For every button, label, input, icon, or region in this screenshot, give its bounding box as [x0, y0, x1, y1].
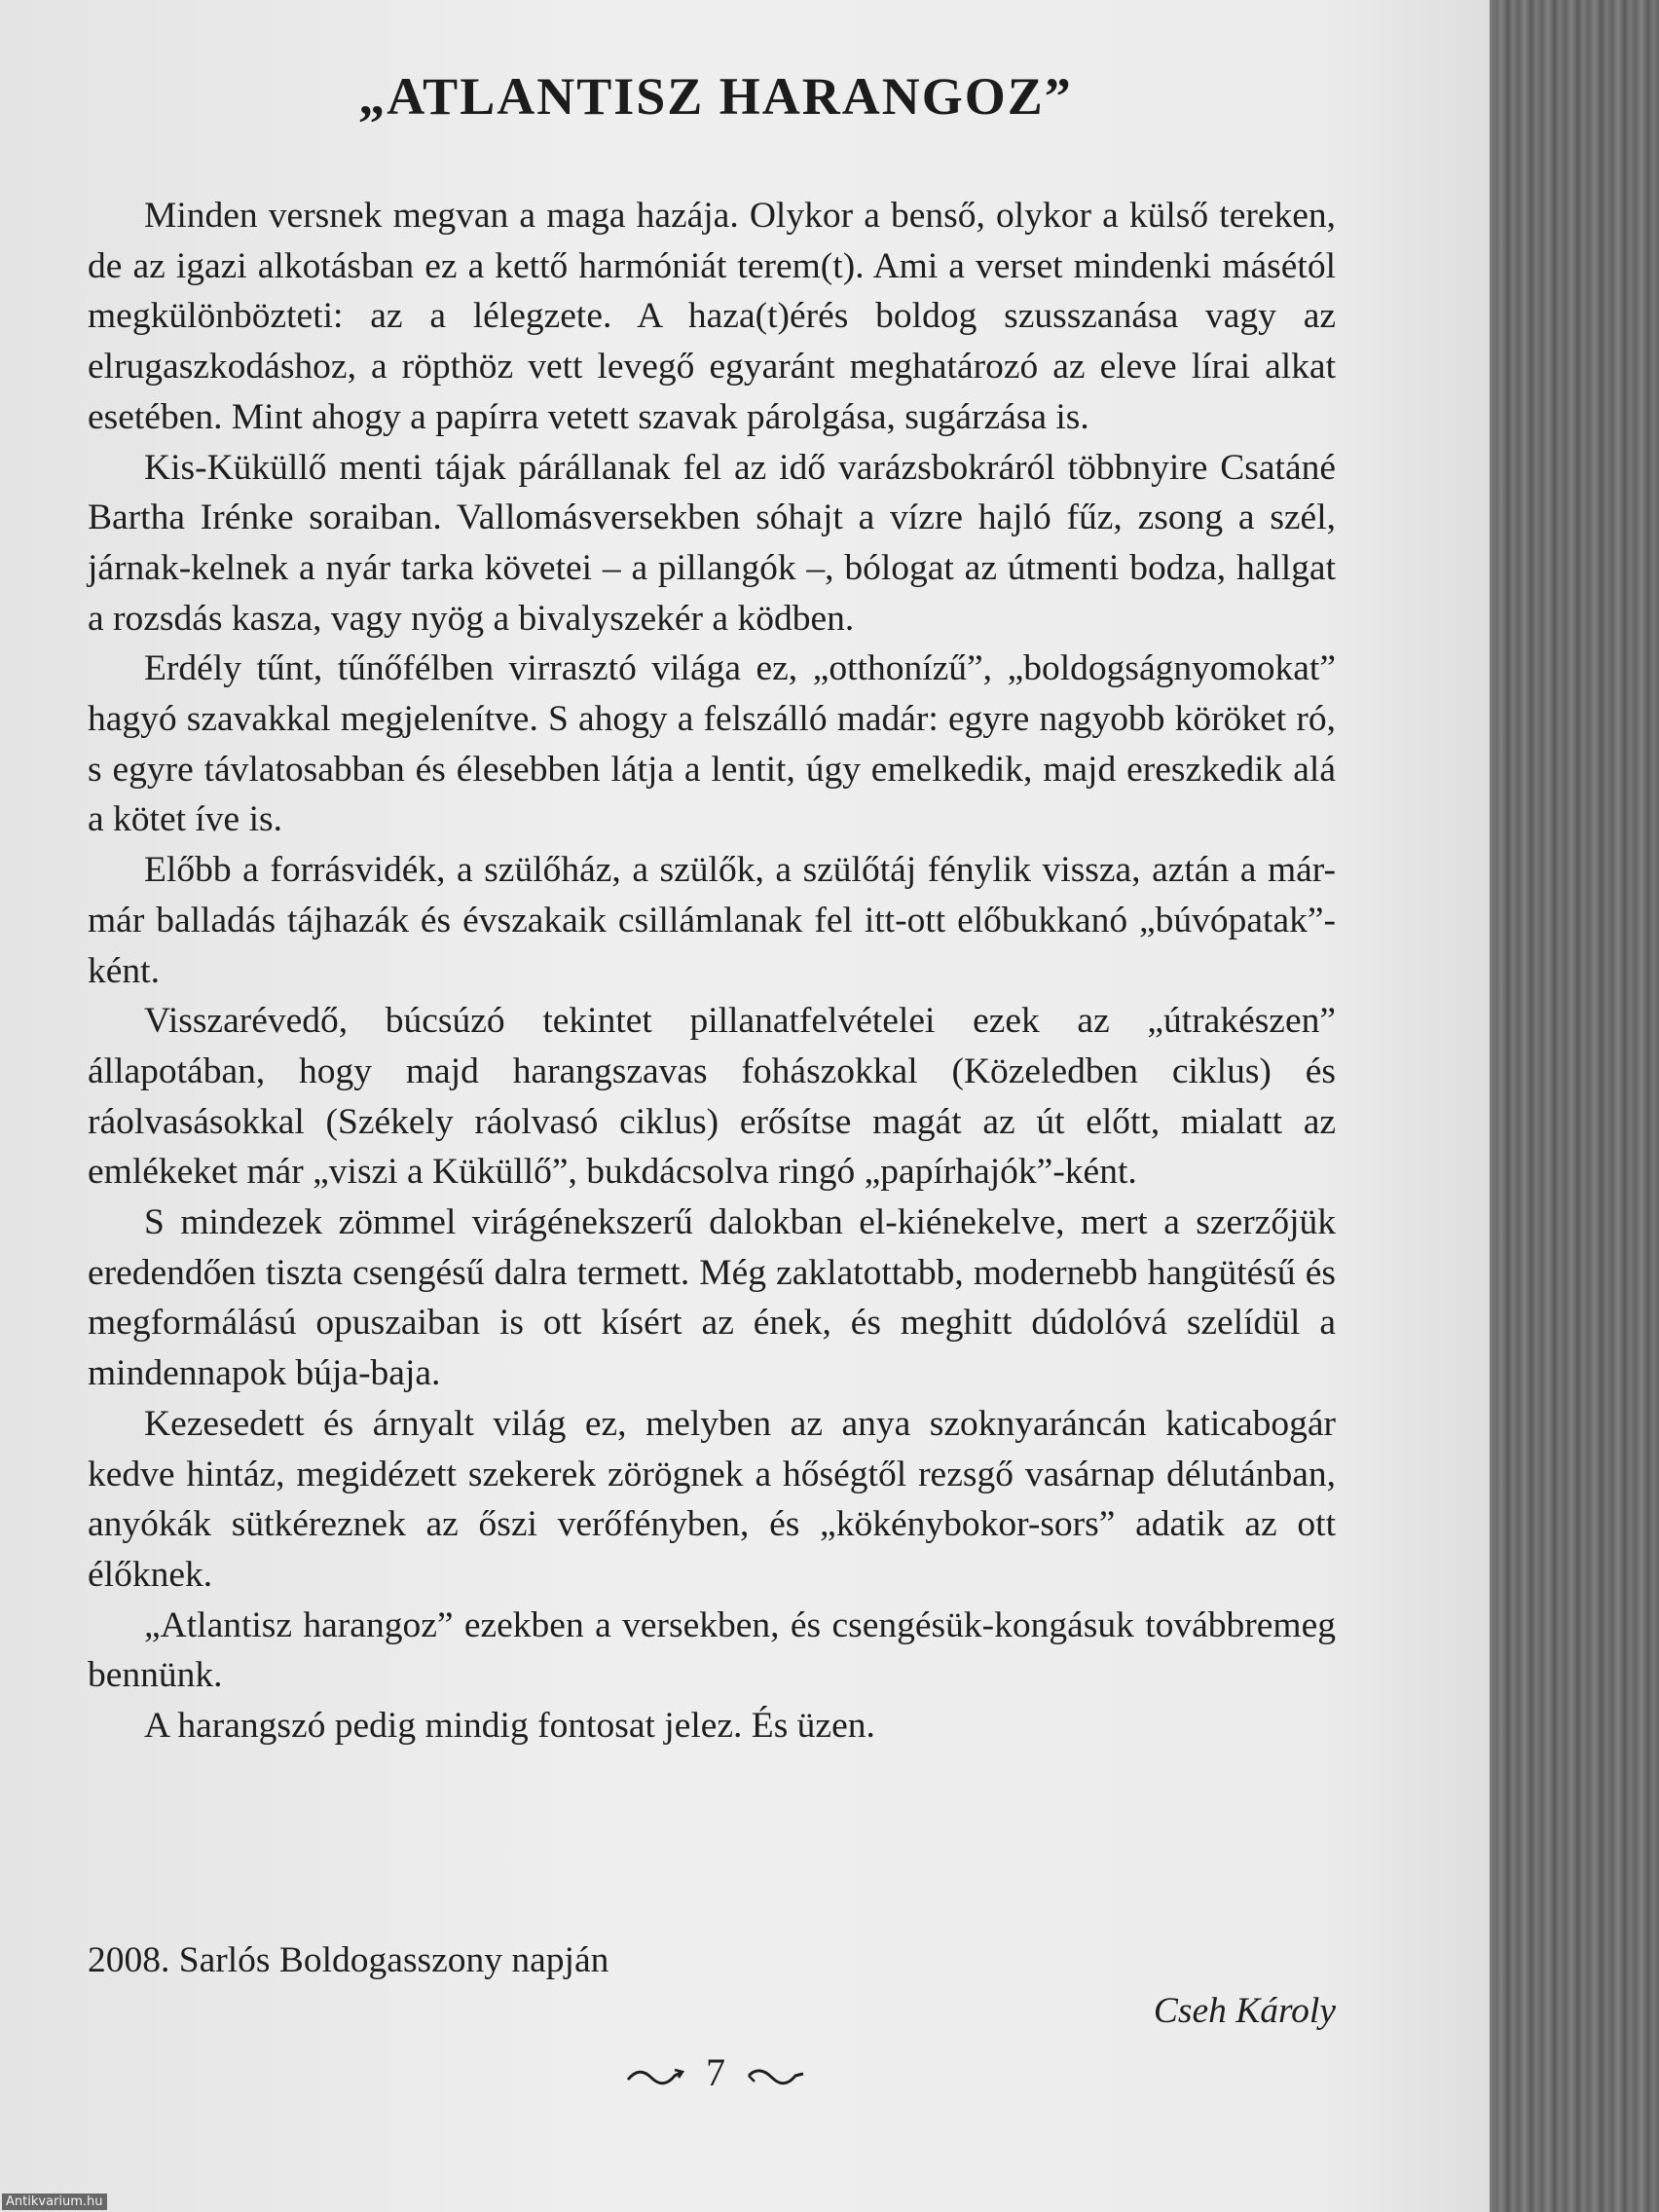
tilde-ornament-icon — [745, 2066, 805, 2087]
paragraph-8: „Atlantisz harangoz” ezekben a versekben, és csengésük-kongásuk továbbremeg bennünk. — [88, 1604, 1336, 1696]
body-text — [88, 191, 1336, 1751]
paragraph-6: S mindezek zömmel virágénekszerű dalokban el-kiénekelve, mert a szerzőjük eredendően tiszta csengésű dalra termett. Még zaklatottabb, modernebb hangütésű és megformálású opuszaiban is ott kísért az ének, és meghitt dúdolóvá szelídül a mindennapok búja-baja. — [88, 1202, 1336, 1394]
paragraph-7: Kezesedett és árnyalt világ ez, melyben az anya szoknyaráncán katicabogár kedve hintáz, megidézett szekerek zörögnek a hőségtől rezsgő vasárnap délutánban, anyókák sütkéreznek az őszi verőfényben, és „kökénybokor-sors” adatik az ott élőknek. — [88, 1403, 1336, 1595]
paragraph-5: Visszarévedő, búcsúzó tekintet pillanatfelvételei ezek az „útrakészen” állapotában, hogy majd harangszavas fohászokkal (Közeledben ciklus) és ráolvasásokkal (Székely ráolvasó ciklus) erősítse magát az út előtt, mialatt az emlékeket már „viszi a Küküllő”, bukdácsolva ringó „papírhajók”-ként. — [88, 1001, 1336, 1193]
paragraph-1: Minden versnek megvan a maga hazája. Olykor a benső, olykor a külső tereken, de az igazi alkotásban ez a kettő harmóniát terem(t). Ami a verset mindenki másétól megkülönbözteti: az a lélegzete. A haza(t)érés boldog szusszanása vagy az elrugaszkodáshoz, a röpthöz vett levegő egyaránt meghatározó az eleve lírai alkat esetében. Mint ahogy a papírra vetett szavak párolgása, sugárzása is. — [88, 196, 1336, 437]
paragraph-9: A harangszó pedig mindig fontosat jelez. És üzen. — [144, 1706, 875, 1747]
page-title: „ATLANTISZ HARANGOZ” — [358, 67, 1073, 126]
paragraph-4: Előbb a forrásvidék, a szülőház, a szülők, a szülőtáj fénylik vissza, aztán a már-már balladás tájhazák és évszakaik csillámlanak fel itt-ott előbukkanó „búvópatak”-ként. — [88, 850, 1336, 991]
paragraph-3: Erdély tűnt, tűnőfélben virrasztó világa ez, „otthonízű”, „boldogságnyomokat” hagyó szavakkal megjelenítve. S ahogy a felszálló madár: egyre nagyobb köröket ró, s egyre távlatosabban és élesebben látja a lentit, úgy emelkedik, majd ereszkedik alá a kötet íve is. — [88, 648, 1336, 840]
page-number-folio — [0, 2049, 1431, 2095]
date-line: 2008. Sarlós Boldogasszony napján — [88, 1940, 609, 1980]
paragraph-2: Kis-Küküllő menti tájak párállanak fel az idő varázsbokráról többnyire Csatáné Bartha Irénke soraiban. Vallomásversekben sóhajt a vízre hajló fűz, zsong a szél, járnak-kelnek a nyár tarka követei – a pillangók –, bólogat az útmenti bodza, hallgat a rozsdás kasza, vagy nyög a bivalyszekér a ködben. — [88, 447, 1336, 639]
tilde-ornament-icon — [626, 2066, 686, 2087]
author-signature: Cseh Károly — [1153, 1991, 1336, 2031]
watermark-label: Antikvarium.hu — [2, 2194, 107, 2210]
page-number: 7 — [706, 2050, 725, 2094]
background-wall — [1485, 0, 1659, 2212]
